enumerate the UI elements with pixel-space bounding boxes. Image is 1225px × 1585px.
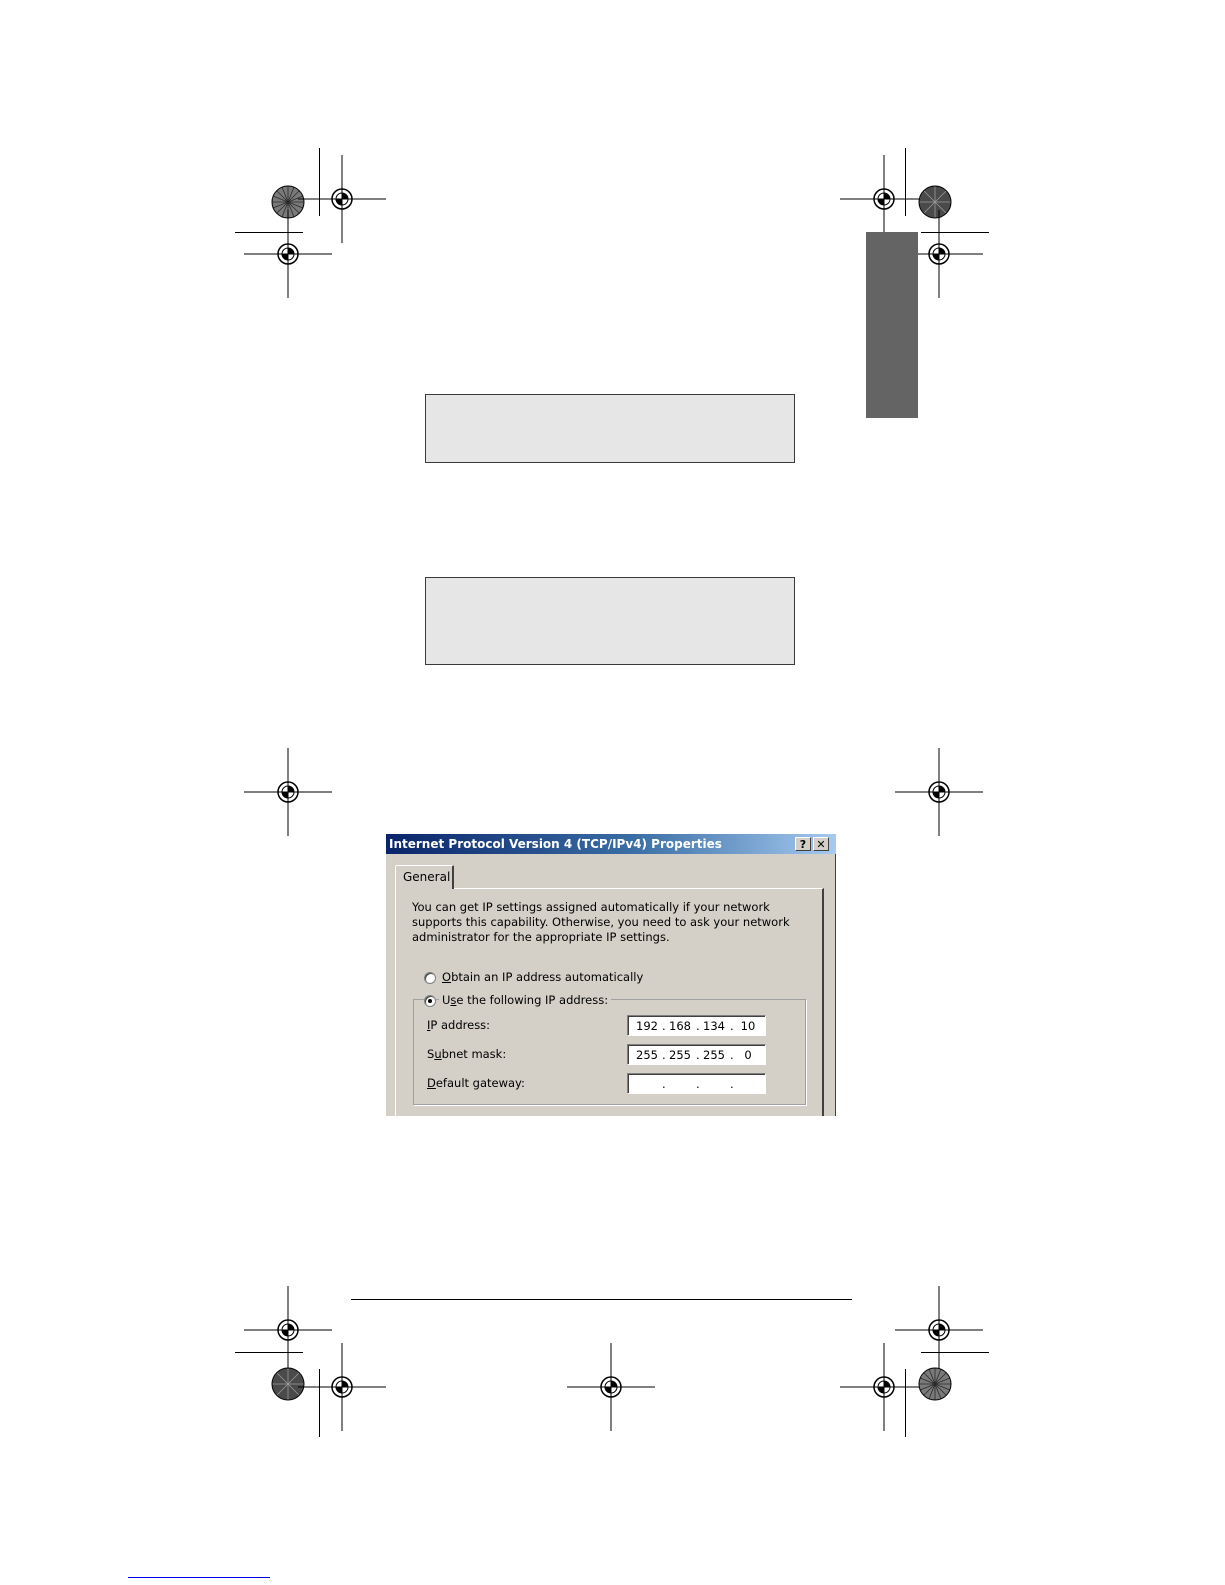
ip-address-label: IP address: [427, 1018, 491, 1032]
obtain-ip-auto-radio[interactable] [424, 972, 436, 984]
ip-dot: . [730, 1077, 734, 1091]
ip-address-field[interactable] [627, 1015, 766, 1036]
ip-dot: . [662, 1077, 666, 1091]
note-box [425, 394, 795, 463]
ip-dot: . [662, 1048, 666, 1062]
dialog-title: Internet Protocol Version 4 (TCP/IPv4) Properties [389, 837, 722, 851]
dialog-description: You can get IP settings assigned automatically if your network supports this capability. Otherwise, you need to ask your network administrator for the appropriate IP settings. [412, 900, 790, 944]
close-button[interactable]: ✕ [813, 837, 829, 851]
ip-octet: 168 [669, 1019, 691, 1033]
ip-dot: . [696, 1048, 700, 1062]
subnet-mask-label: Subnet mask: [427, 1047, 507, 1061]
ip-octet: 10 [740, 1019, 756, 1033]
subnet-mask-field[interactable] [627, 1044, 766, 1065]
ip-dot: . [696, 1077, 700, 1091]
footer-rule [351, 1299, 852, 1300]
default-gateway-label: Default gateway: [427, 1076, 525, 1090]
ip-dot: . [730, 1019, 734, 1033]
ip-octet: 134 [703, 1019, 725, 1033]
ip-octet: 192 [636, 1019, 658, 1033]
use-following-ip-label[interactable]: Use the following IP address: [439, 993, 611, 1007]
ip-octet: 255 [703, 1048, 725, 1062]
radio-selected-dot [428, 999, 432, 1003]
ip-dot: . [662, 1019, 666, 1033]
ip-octet: 0 [744, 1048, 752, 1062]
tab-general[interactable] [395, 865, 454, 889]
obtain-ip-auto-label[interactable]: Obtain an IP address automatically [442, 970, 644, 984]
ip-octet: 255 [636, 1048, 658, 1062]
default-gateway-field[interactable] [627, 1073, 766, 1094]
thumb-index-tab [866, 232, 918, 418]
ip-dot: . [696, 1019, 700, 1033]
hyperlink-underline[interactable] [128, 1577, 270, 1578]
ip-dot: . [730, 1048, 734, 1062]
tcpip-properties-dialog [385, 833, 836, 1116]
ip-octet: 255 [669, 1048, 691, 1062]
note-box [425, 577, 795, 665]
tab-general-label: General [403, 870, 451, 884]
use-following-ip-radio[interactable] [424, 995, 436, 1007]
dialog-titlebar [386, 834, 836, 854]
help-button[interactable]: ? [795, 837, 811, 851]
